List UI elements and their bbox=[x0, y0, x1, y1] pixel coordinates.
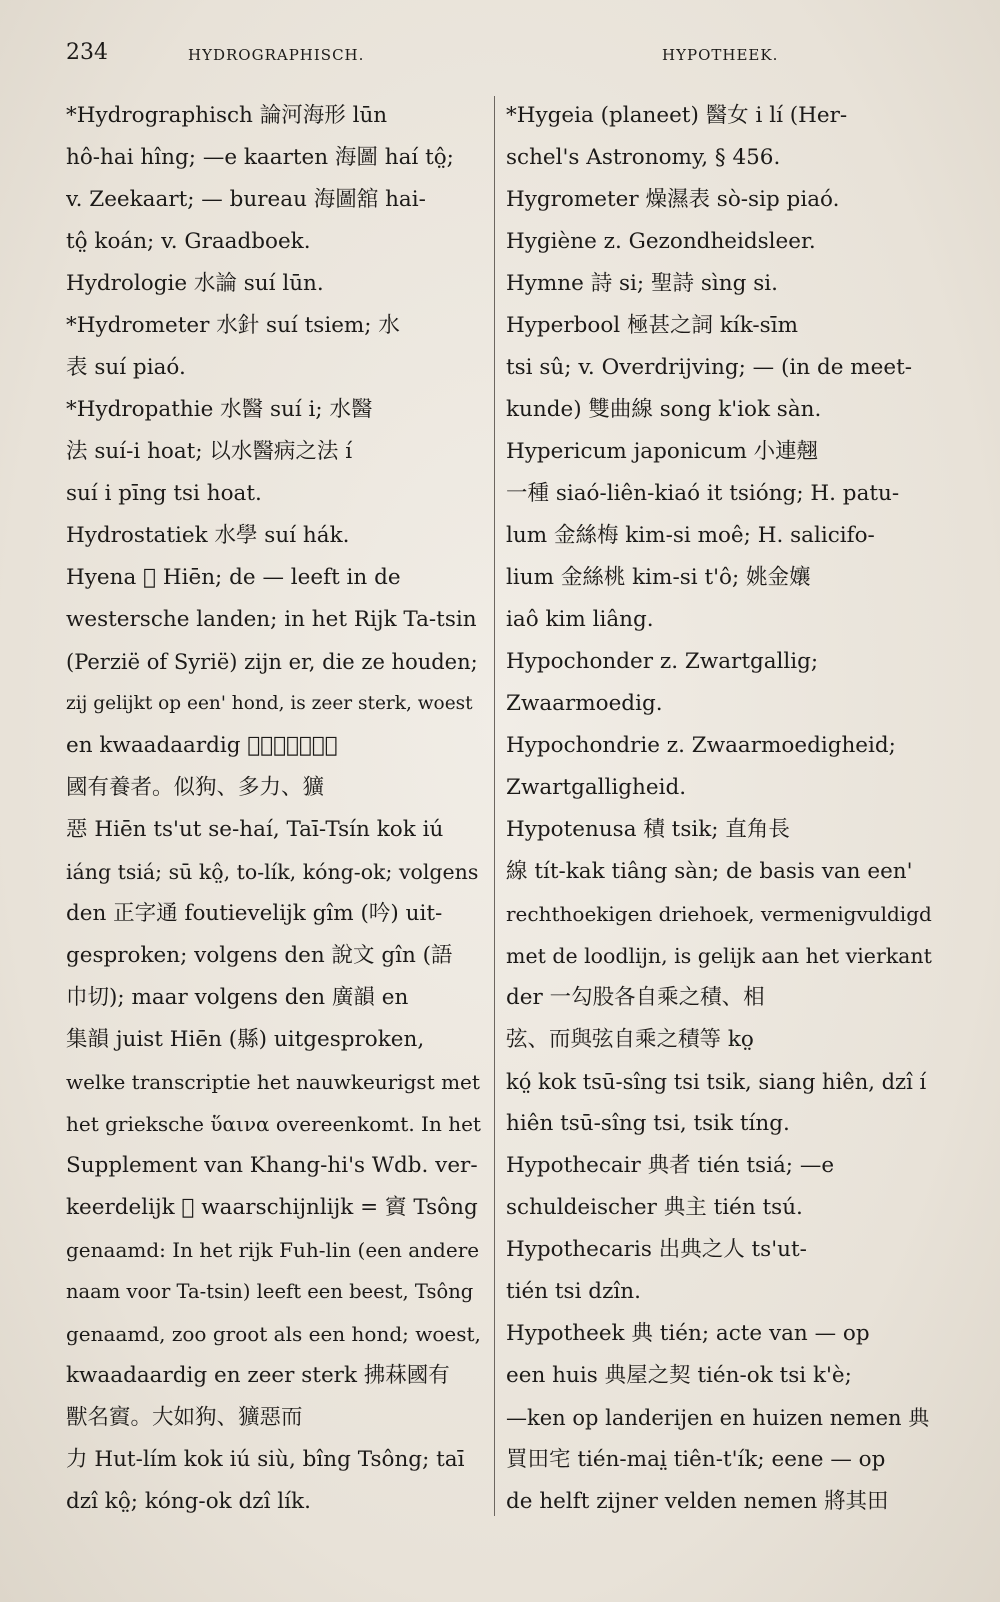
text-line: Hypochonder z. Zwartgallig; bbox=[506, 649, 819, 674]
page-number: 234 bbox=[66, 40, 108, 65]
text-line: Hygrometer 燥濕表 sò-sip piaó. bbox=[506, 187, 840, 212]
text-line: Hydrologie 水論 suí lūn. bbox=[66, 271, 324, 296]
text-line: rechthoekigen driehoek, vermenigvuldigd bbox=[506, 902, 932, 926]
text-line: met de loodlijn, is gelijk aan het vierkant bbox=[506, 944, 932, 968]
right-column bbox=[506, 95, 934, 1523]
left-column bbox=[66, 95, 481, 1523]
text-line: *Hydropathie 水醫 suí i; 水醫 bbox=[66, 397, 373, 422]
text-line: genaamd, zoo groot als een hond; woest, bbox=[66, 1322, 481, 1346]
text-line: Zwaarmoedig. bbox=[506, 691, 663, 716]
text-line: Hyena 𧴩 Hiēn; de — leeft in de bbox=[66, 565, 401, 590]
text-line: 買田宅 tién-mai̤ tiên-t'ík; eene — op bbox=[506, 1447, 886, 1472]
text-line: *Hydrometer 水針 suí tsiem; 水 bbox=[66, 313, 400, 338]
text-line: tién tsi dzîn. bbox=[506, 1279, 641, 1304]
text-line: 線 tít-kak tiâng sàn; de basis van een' bbox=[506, 859, 913, 884]
text-line: iáng tsiá; sū kô̤, to-lík, kóng-ok; volgens bbox=[66, 860, 479, 884]
text-line: en kwaadaardig 𧴩出西海。大秦 bbox=[66, 733, 338, 758]
text-line: v. Zeekaart; — bureau 海圖舘 hai- bbox=[66, 187, 426, 212]
text-line: kwaadaardig en zeer sterk 拂菻國有 bbox=[66, 1363, 450, 1388]
text-line: keerdelijk 𧴩 waarschijnlijk = 賨 Tsông bbox=[66, 1195, 478, 1220]
text-line: *Hydrographisch 論河海形 lūn bbox=[66, 103, 388, 128]
text-line: Hypericum japonicum 小連翹 bbox=[506, 439, 819, 464]
text-line: 表 suí piaó. bbox=[66, 355, 186, 380]
text-line: Supplement van Khang-hi's Wdb. ver- bbox=[66, 1153, 478, 1178]
text-line: (Perzië of Syrië) zijn er, die ze houden; bbox=[66, 650, 478, 674]
text-line: 惡 Hiēn ts'ut se-haí, Taī-Tsín kok iú bbox=[66, 817, 444, 842]
text-line: naam voor Ta-tsin) leeft een beest, Tsông bbox=[66, 1280, 474, 1303]
text-line: 弦、而與弦自乘之積等 ko̤ bbox=[506, 1027, 754, 1052]
right-running-title: HYPOTHEEK. bbox=[662, 46, 779, 64]
text-line: tsi sû; v. Overdrijving; — (in de meet- bbox=[506, 355, 913, 380]
text-line: lum 金絲梅 kim-si moê; H. salicifo- bbox=[506, 523, 875, 548]
text-line: hô-hai hîng; —e kaarten 海圖 haí tô̤; bbox=[66, 145, 454, 170]
text-line: gesproken; volgens den 說文 gîn (語 bbox=[66, 943, 453, 968]
text-line: zij gelijkt op een' hond, is zeer sterk, woest bbox=[66, 693, 473, 714]
text-line: een huis 典屋之契 tién-ok tsi k'è; bbox=[506, 1363, 852, 1388]
text-line: genaamd: In het rijk Fuh-lin (een andere bbox=[66, 1238, 480, 1262]
text-line: 集韻 juist Hiēn (縣) uitgesproken, bbox=[66, 1027, 425, 1052]
text-line: Hypothecair 典者 tién tsiá; —e bbox=[506, 1153, 835, 1178]
text-line: kunde) 雙曲線 song k'iok sàn. bbox=[506, 397, 822, 422]
column-divider bbox=[494, 96, 495, 1516]
text-line: schuldeischer 典主 tién tsú. bbox=[506, 1195, 803, 1220]
text-line: het grieksche ὕαινα overeenkomt. In het bbox=[66, 1112, 481, 1136]
text-line: Hymne 詩 si; 聖詩 sìng si. bbox=[506, 271, 778, 296]
text-line: iaô kim liâng. bbox=[506, 607, 654, 632]
text-line: tô̤ koán; v. Graadboek. bbox=[66, 229, 311, 254]
text-line: —ken op landerijen en huizen nemen 典 bbox=[506, 1406, 930, 1430]
text-line: de helft zijner velden nemen 將其田 bbox=[506, 1489, 889, 1514]
text-line: welke transcriptie het nauwkeurigst met bbox=[66, 1070, 480, 1094]
text-line: Hyperbool 極甚之詞 kík-sīm bbox=[506, 313, 798, 338]
text-line: 國有養者。似狗、多力、獷 bbox=[66, 775, 325, 800]
text-line: 一種 siaó-liên-kiaó it tsióng; H. patu- bbox=[506, 481, 900, 506]
text-line: 力 Hut-lím kok iú siù, bîng Tsông; taī bbox=[66, 1447, 465, 1472]
text-line: westersche landen; in het Rijk Ta-tsin bbox=[66, 607, 477, 632]
text-line: Hydrostatiek 水學 suí hák. bbox=[66, 523, 350, 548]
text-line: 巾切); maar volgens den 廣韻 en bbox=[66, 985, 409, 1010]
text-line: 獸名賨。大如狗、獷惡而 bbox=[66, 1405, 303, 1430]
text-line: hiên tsū-sîng tsi, tsik tíng. bbox=[506, 1111, 790, 1136]
text-line: Hypothecaris 出典之人 ts'ut- bbox=[506, 1237, 807, 1262]
text-line: Hypochondrie z. Zwaarmoedigheid; bbox=[506, 733, 896, 758]
text-line: Hypotheek 典 tién; acte van — op bbox=[506, 1321, 870, 1346]
text-line: dzî kô̤; kóng-ok dzî lík. bbox=[66, 1489, 311, 1514]
text-line: Hypotenusa 積 tsik; 直角長 bbox=[506, 817, 790, 842]
left-running-title: HYDROGRAPHISCH. bbox=[188, 46, 365, 64]
running-head bbox=[66, 40, 940, 76]
text-line: Zwartgalligheid. bbox=[506, 775, 687, 800]
text-line: kó̤ kok tsū-sîng tsi tsik, siang hiên, dzî í bbox=[506, 1070, 927, 1094]
text-line: der 一勾股各自乘之積、相 bbox=[506, 985, 765, 1010]
text-line: *Hygeia (planeet) 醫女 i lí (Her- bbox=[506, 103, 848, 128]
text-line: schel's Astronomy, § 456. bbox=[506, 145, 781, 170]
text-line: den 正字通 foutievelijk gîm (吟) uit- bbox=[66, 901, 443, 926]
text-line: 法 suí-i hoat; 以水醫病之法 í bbox=[66, 439, 353, 464]
text-line: lium 金絲桃 kim-si t'ô; 姚金孃 bbox=[506, 565, 811, 590]
text-line: Hygiène z. Gezondheidsleer. bbox=[506, 229, 816, 254]
text-line: suí i pīng tsi hoat. bbox=[66, 481, 262, 506]
